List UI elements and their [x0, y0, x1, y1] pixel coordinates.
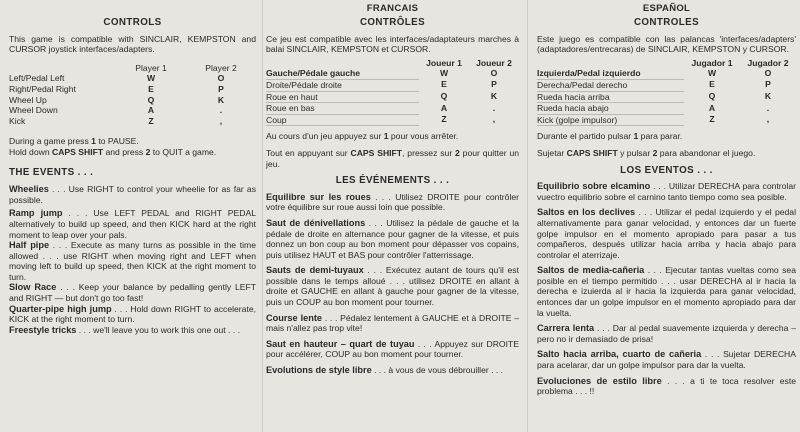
- quit-instruction: Sujetar CAPS SHIFT y pulsar 2 para abandonar el juego.: [537, 147, 756, 158]
- language-title: FRANCAIS: [366, 3, 419, 14]
- controls-table: [266, 58, 519, 127]
- control-row: Izquierda/Pedal izquierdo W O: [537, 68, 772, 79]
- event-item: Equilibrio sobre elcamino . . . Utilizar DERECHA para controlar vuectro equilibrio sobre el carnino tanto tiempo como sea posible.: [537, 181, 796, 202]
- event-item: Saut en hauteur – quart de tuyau . . . Appuyez sur DROITE pour accélérer, COUP au bon moment pour tourner.: [266, 338, 519, 360]
- events-heading: LES ÉVÉNEMENTS . . .: [335, 175, 450, 187]
- event-item: Sauts de demi-tuyaux . . . Exécutez autant de tours qu'il est possible dans le temps alloué . . . utilisez DROITE en allant à droite et GAUCHE en allant à gauche pour gagner de la vitesse, puis un COUP au bon moment pour tourner.: [266, 265, 519, 308]
- spanish-column: [531, 0, 800, 432]
- event-item: Saltos de media-cañeria . . . Ejecutar tantas vueltas como sea posible en el tiempo permitido . . . usar DERECHA al ir hacia la derecha e izuierda al ir hacia la izquierda para ganar velocidad, entonces dar un golpe impulsor en el momento apropiado para dar la vuelta.: [537, 265, 796, 318]
- quit-instruction: Hold down CAPS SHIFT and press 2 to QUIT a game.: [9, 146, 217, 157]
- control-row: Roue en haut Q K: [266, 91, 498, 102]
- control-row: Coup Z ,: [266, 114, 496, 125]
- player1-header: Joueur 1: [426, 57, 462, 68]
- player2-header: Jugador 2: [747, 57, 789, 68]
- player1-header: Jugador 1: [691, 57, 733, 68]
- compatibility-text: Ce jeu est compatible avec les interfaces/adaptateurs marches à balai SINCLAIR, KEMPSTON et CURSOR.: [266, 33, 519, 55]
- pause-instruction: Au cours d'un jeu appuyez sur 1 pour vous arrêter.: [266, 131, 459, 142]
- event-item: Course lente . . . Pédalez lentement à GAUCHE et à DROITE – mais n'allez pas trop vite!: [266, 312, 519, 334]
- compatibility-text: Este juego es compatible con las palancas 'interfaces/adapters' (adaptadores/entrecaras) de SINCLAIR, KEMPSTON y CURSOR.: [537, 33, 796, 55]
- player1-header: Player 1: [135, 62, 167, 73]
- control-row: Droite/Pédale droite E P: [266, 79, 497, 90]
- event-item: Ramp jump . . . Use LEFT PEDAL and RIGHT PEDAL alternatively to build up speed, and then KICK hard at the right moment to leap over your pals.: [9, 208, 256, 240]
- control-row: Rueda hacia abajo A .: [537, 102, 770, 114]
- event-item: Evolutions de style libre . . . à vous de vous débrouiller . . .: [266, 365, 504, 376]
- event-item: Half pipe . . . Execute as many turns as possible in the time allowed . . . use RIGHT when moving right and LEFT when moving left to build up speed, then KICK at the right moment to turn.: [9, 240, 256, 282]
- pause-instruction: During a game press 1 to PAUSE.: [9, 136, 139, 147]
- language-title: ESPAÑOL: [642, 3, 691, 14]
- events-heading: LOS EVENTOS . . .: [620, 164, 713, 176]
- event-item: Evoluciones de estilo libre . . . a ti te toca resolver este problema . . . !!: [537, 375, 796, 397]
- event-item: Saltos en los declives . . . Utilizar el pedal izquierdo y el pedal alternativamente para ganar velocidad, y entonces dar un fuerte golpe impulsor en el momento apropiado para pasar a tus compañeros, después utilizar hacia arriba y hacia abajo para controlar el aterrizaje.: [537, 207, 796, 260]
- control-row: Right/Pedal Right E P: [9, 83, 224, 94]
- event-item: Salto hacia arriba, cuarto de cañeria . . . Sujetar DERECHA para acelarar, dar un golpe impulsor para dar la vuelta.: [537, 349, 796, 371]
- quit-instruction: Tout en appuyant sur CAPS SHIFT, pressez sur 2 pour quitter un jeu.: [266, 147, 519, 169]
- event-item: Equilibre sur les roues . . . Utilisez DROITE pour contrôler votre équilibre sur roue aussi loin que possible.: [266, 191, 520, 213]
- controls-table: [537, 58, 796, 127]
- pause-instruction: Durante el partido pulsar 1 para parar.: [537, 131, 683, 142]
- compatibility-text: This game is compatible with SINCLAIR, KEMPSTON and CURSOR joystick interfaces/adapters.: [9, 33, 256, 55]
- control-row: Derecha/Pedal derecho E P: [537, 79, 771, 90]
- controls-heading: CONTROLS: [103, 17, 162, 28]
- fold-line-right: [527, 0, 528, 432]
- control-row: Kick Z ,: [9, 115, 223, 126]
- events-heading: THE EVENTS . . .: [9, 166, 94, 178]
- event-item: Slow Race . . . Keep your balance by pedalling gently LEFT and RIGHT — but don't go too fast!: [9, 282, 256, 304]
- language-title: [9, 4, 256, 16]
- event-item: Saut de dénivellations . . . Utilisez la pédale de gauche et la pédale de droite en alternance pour gagner de la vitesse, et puis donnez un bon coup au bon moment pour dépasser vos copains, puis utilisez HAUT et BAS pour contrôler l'atterrissage.: [266, 217, 519, 260]
- control-row: Wheel Down A .: [9, 105, 223, 116]
- french-column: [263, 0, 525, 432]
- event-item: Quarter-pipe high jump . . . Hold down RIGHT to accelerate, KICK at the right moment to turn.: [9, 303, 256, 325]
- controls-heading: CONTRÔLES: [359, 17, 426, 28]
- player2-header: Joueur 2: [476, 57, 512, 68]
- english-column: [0, 0, 262, 432]
- control-row: Kick (golpe impulsor) Z ,: [537, 114, 770, 125]
- control-row: Wheel Up Q K: [9, 94, 225, 105]
- player2-header: Player 2: [205, 62, 237, 73]
- event-item: Carrera lenta . . . Dar al pedal suavemente izquierda y derecha – pero no ir demasiado de prisa!: [537, 323, 796, 344]
- control-row: Rueda hacia arriba Q K: [537, 91, 772, 102]
- controls-heading: CONTROLES: [633, 17, 700, 28]
- controls-table: [9, 63, 256, 127]
- event-item: Wheelies . . . Use RIGHT to control your wheelie for as far as possible.: [9, 184, 256, 205]
- event-item: Freestyle tricks . . . we'll leave you to work this one out . . .: [9, 324, 240, 335]
- control-row: Gauche/Pédale gauche W O: [266, 68, 498, 79]
- control-row: Roue en bas A .: [266, 102, 496, 114]
- control-row: Left/Pedal Left W O: [9, 73, 225, 84]
